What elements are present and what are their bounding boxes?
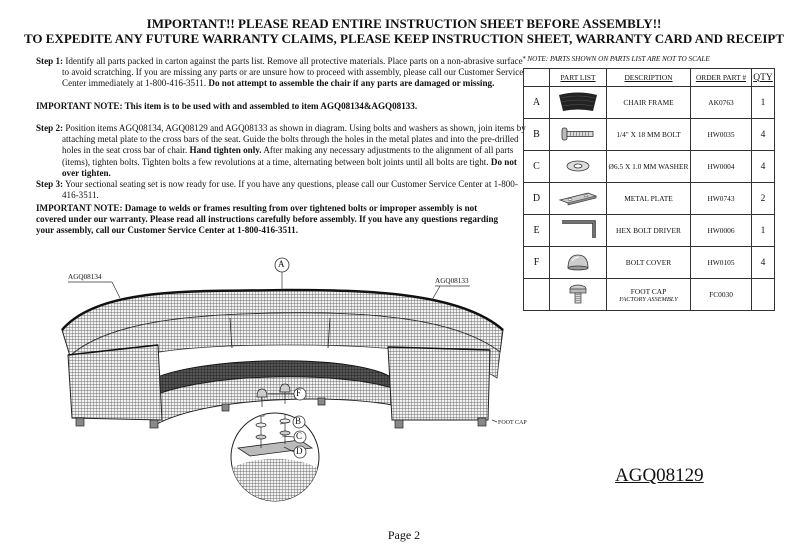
row-description: BOLT COVER [607,247,691,279]
row-description: METAL PLATE [607,183,691,215]
row-part-number: FC0030 [691,279,752,311]
step-3-text: Your sectional seating set is now ready for use. If you have any questions, please call our Customer Service Center at 1-800-416-3511. [62,179,518,201]
row-letter: A [524,87,550,119]
important-note-1: IMPORTANT NOTE: This item is to be used with and assembled to item AGQ08134&AGQ08133. [36,101,418,111]
row-qty: 4 [752,247,775,279]
important-note-2: IMPORTANT NOTE: Damage to welds or frames resulting from over tightened bolts or improper assembly is not covered under our warranty. Please read all instructions carefully before assembly. If you have any questions regarding your assembly, call our Customer Service Center at 1-800-416-3511. [36,203,499,236]
step-2-text: Position items AGQ08134, AGQ08129 and AGQ08133 as shown in diagram. Using bolts and washers as shown, join items by attaching metal plate to the cross bars of the seat. Guide the bolts through the holes in the metal plates and into the pre-drilled holes in the seat cross bar of chair. [62,123,526,156]
step-1-warning: Do not attempt to assemble the chair if any parts are damaged or missing. [208,78,495,89]
step-2-text-2: After making any necessary adjustments to the alignment of all parts (items), tighten bolts. Tighten bolts a few revolutions at a time, alternating between bolt joints until all bolts are tight. [62,145,514,167]
step-2-no-over-tighten: Do not over tighten. [62,156,517,178]
row-description: Ø6.5 X 1.0 MM WASHER [607,151,691,183]
row-part-number: HW0004 [691,151,752,183]
step-2-label: Step 2: [36,123,64,133]
row-qty: 2 [752,183,775,215]
row-description: CHAIR FRAME [607,87,691,119]
callout-f: F [296,388,302,398]
step-2-hand-tighten: Hand tighten only. [189,145,262,156]
callout-d: D [296,446,303,456]
step-1-label: Step 1: [36,56,64,66]
callout-c: C [296,431,303,441]
row-qty: 4 [752,151,775,183]
header-description: DESCRIPTION [607,69,691,87]
label-foot-cap: FOOT CAP [498,420,527,426]
row-part-number: HW0035 [691,119,752,151]
parts-scale-note: * NOTE: PARTS SHOWN ON PARTS LIST ARE NOT TO SCALE [522,55,710,63]
row-letter: B [524,119,550,151]
row-letter: D [524,183,550,215]
sectional-sofa-drawing [62,290,503,428]
header-line-1: IMPORTANT!! PLEASE READ ENTIRE INSTRUCTION SHEET BEFORE ASSEMBLY!! [146,16,662,31]
step-3-label: Step 3: [36,179,64,189]
row-part-number: HW0105 [691,247,752,279]
row-qty: 1 [752,215,775,247]
page-number: Page 2 [387,528,421,542]
step-1-text: Identify all parts packed in carton against the parts list. Remove all protective materials. Place parts on a non-abrasive surface to avoid scratching. If you are missing any parts or are unsure how to proceed with assembly, please call our Customer Service Center immediately at 1-800-416-3511. [62,56,524,89]
label-agq08134: AGQ08134 [68,273,102,281]
row-qty: 1 [752,87,775,119]
header-qty: QTY [752,69,775,87]
header-part-list: PART LIST [550,69,607,87]
callout-a: A [278,259,285,269]
header-order-part: ORDER PART # [691,69,752,87]
row-part-number: HW0006 [691,215,752,247]
row-letter: F [524,247,550,279]
row-qty: 4 [752,119,775,151]
foot-cap-subnote: FACTORY ASSEMBLY [619,295,678,303]
model-number: AGQ08129 [615,465,704,486]
header-line-2: TO EXPEDITE ANY FUTURE WARRANTY CLAIMS, PLEASE KEEP INSTRUCTION SHEET, WARRANTY CARD AND RECEIPT [23,31,785,46]
row-description: 1/4" X 18 MM BOLT [607,119,691,151]
callout-b: B [295,416,302,426]
row-part-number: AK0763 [691,87,752,119]
row-letter: E [524,215,550,247]
row-description: HEX BOLT DRIVER [607,215,691,247]
row-letter: C [524,151,550,183]
row-part-number: HW0743 [691,183,752,215]
foot-cap-description: FOOT CAP [630,286,667,296]
label-agq08133: AGQ08133 [435,277,469,285]
